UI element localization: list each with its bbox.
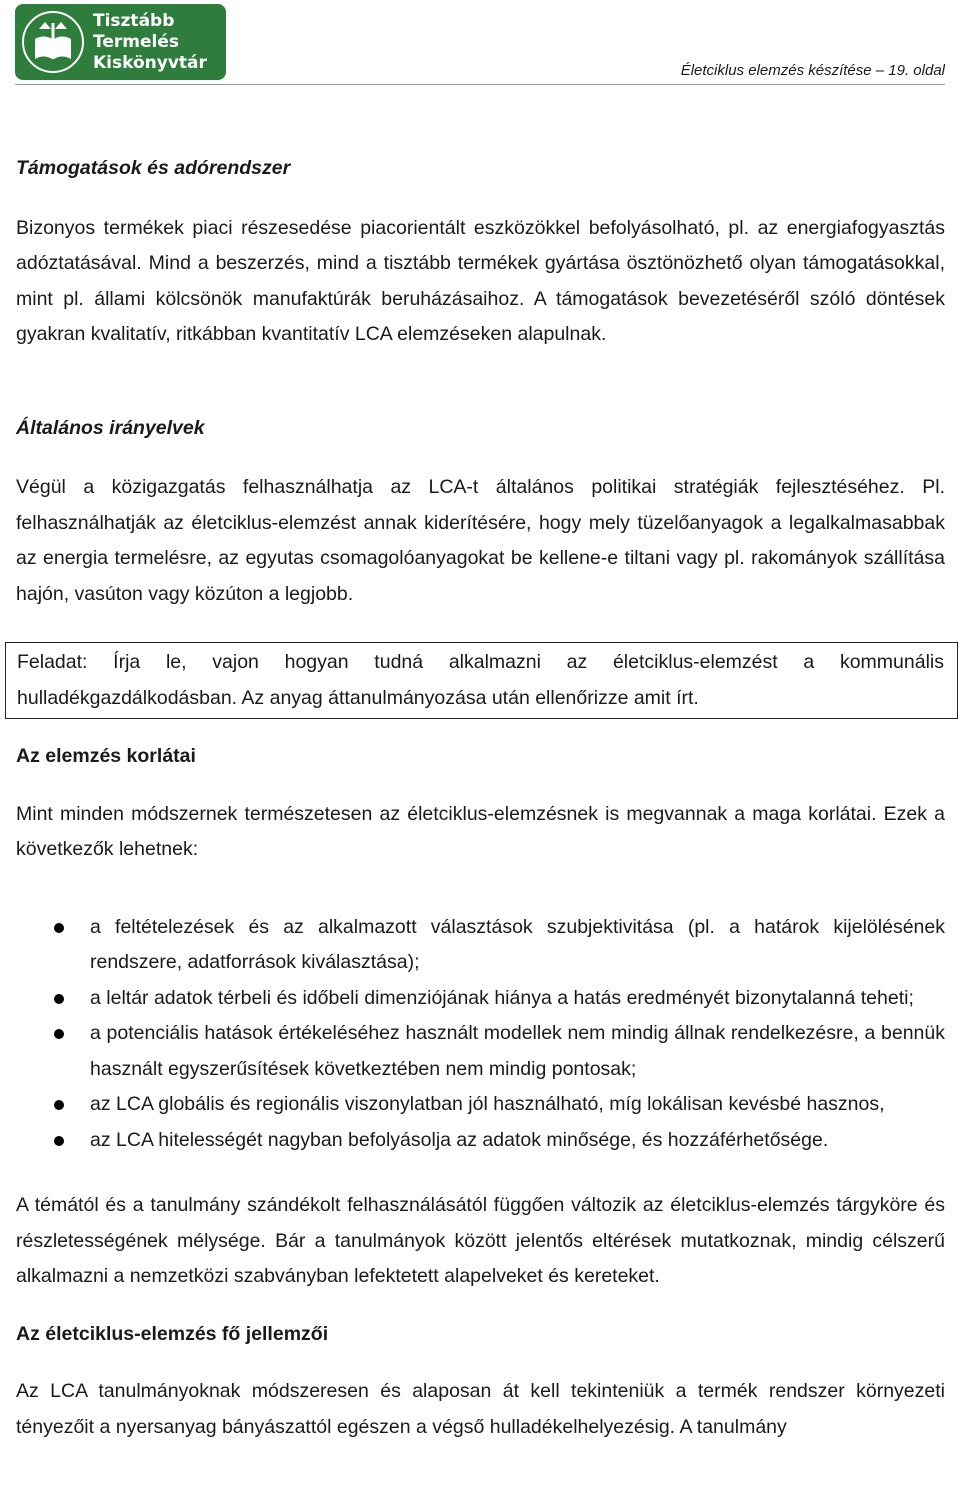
list-item: az LCA hitelességét nagyban befolyásolja az adatok minősége, és hozzáférhetősége. — [16, 1123, 945, 1159]
heading-general: Általános irányelvek — [16, 416, 205, 439]
list-item: az LCA globális és regionális viszonylatban jól használható, míg lokálisan kevésbé hasznos, — [16, 1087, 945, 1123]
paragraph-features: Az LCA tanulmányoknak módszeresen és alaposan át kell tekinteniük a termék rendszer környezeti tényezőit a nyersanyag bányászattól egészen a végső hulladékelhelyezésig. A tanulmány — [16, 1380, 945, 1438]
paragraph-general: Végül a közigazgatás felhasználhatja az LCA-t általános politikai stratégiák fejlesztéséhez. Pl. felhasználhatják az életciklus-elemzést annak kiderítésére, hogy mely tüzelőanyagok a legalkalmasabbak az energia termelésre, az egyutas csomagolóanyagokat be kellene-e tiltani vagy pl. rakományok szállítása hajón, vasúton vagy közúton a legjobb. — [16, 476, 945, 605]
bullet-icon — [54, 994, 64, 1004]
paragraph-support: Bizonyos termékek piaci részesedése piacorientált eszközökkel befolyásolható, pl. az energiafogyasztás adóztatásával. Mind a beszerzés, mind a tisztább termékek gyártása ösztönözhető olyan támogatásokkal, mint pl. állami kölcsönök manufaktúrák beruházásaihoz. A támogatások bevezetéséről szóló döntések gyakran kvalitatív, ritkábban kvantitatív LCA elemzéseken alapulnak. — [16, 216, 945, 345]
header-divider — [15, 84, 945, 85]
limits-list — [16, 910, 945, 1159]
page-label: Életciklus elemzés készítése – 19. oldal — [680, 62, 945, 79]
book-tree-icon — [21, 9, 85, 75]
bullet-icon — [54, 1029, 64, 1039]
heading-limits: Az elemzés korlátai — [16, 745, 196, 767]
paragraph-limits-intro: Mint minden módszernek természetesen az életciklus-elemzésnek is megvannak a maga korlátai. Ezek a következők lehetnek: — [16, 802, 945, 860]
paragraph-limits-closing: A témától és a tanulmány szándékolt felhasználásától függően változik az életciklus-elemzés tárgyköre és részletességének mélysége. Bár a tanulmányok között jelentős eltérések mutatkoznak, mindig célszerű alkalmazni a nemzetközi szabványban lefektetett alapelveket és kereteket. — [16, 1194, 945, 1287]
task-text: Feladat: Írja le, vajon hogyan tudná alkalmazni az életciklus-elemzést a kommunális hulladékgazdálkodásban. Az anyag áttanulmányozása után ellenőrizze amit írt. — [17, 651, 944, 709]
task-box — [5, 642, 958, 719]
heading-features: Az életciklus-elemzés fő jellemzői — [16, 1322, 329, 1345]
heading-support: Támogatások és adórendszer — [16, 157, 291, 179]
logo — [15, 4, 226, 80]
bullet-icon — [54, 1100, 64, 1110]
bullet-icon — [54, 923, 64, 933]
list-item: a feltételezések és az alkalmazott választások szubjektivitása (pl. a határok kijelölésének rendszere, adatforrások kiválasztása); — [16, 910, 945, 981]
bullet-icon — [54, 1136, 64, 1146]
logo-text: Tisztább Termelés Kiskönyvtár — [93, 10, 207, 73]
list-item: a leltár adatok térbeli és időbeli dimenziójának hiánya a hatás eredményét bizonytalanná teheti; — [16, 981, 945, 1017]
list-item: a potenciális hatások értékeléséhez használt modellek nem mindig állnak rendelkezésre, a bennük használt egyszerűsítések következtében nem mindig pontosak; — [16, 1016, 945, 1087]
document-body — [16, 151, 945, 1445]
